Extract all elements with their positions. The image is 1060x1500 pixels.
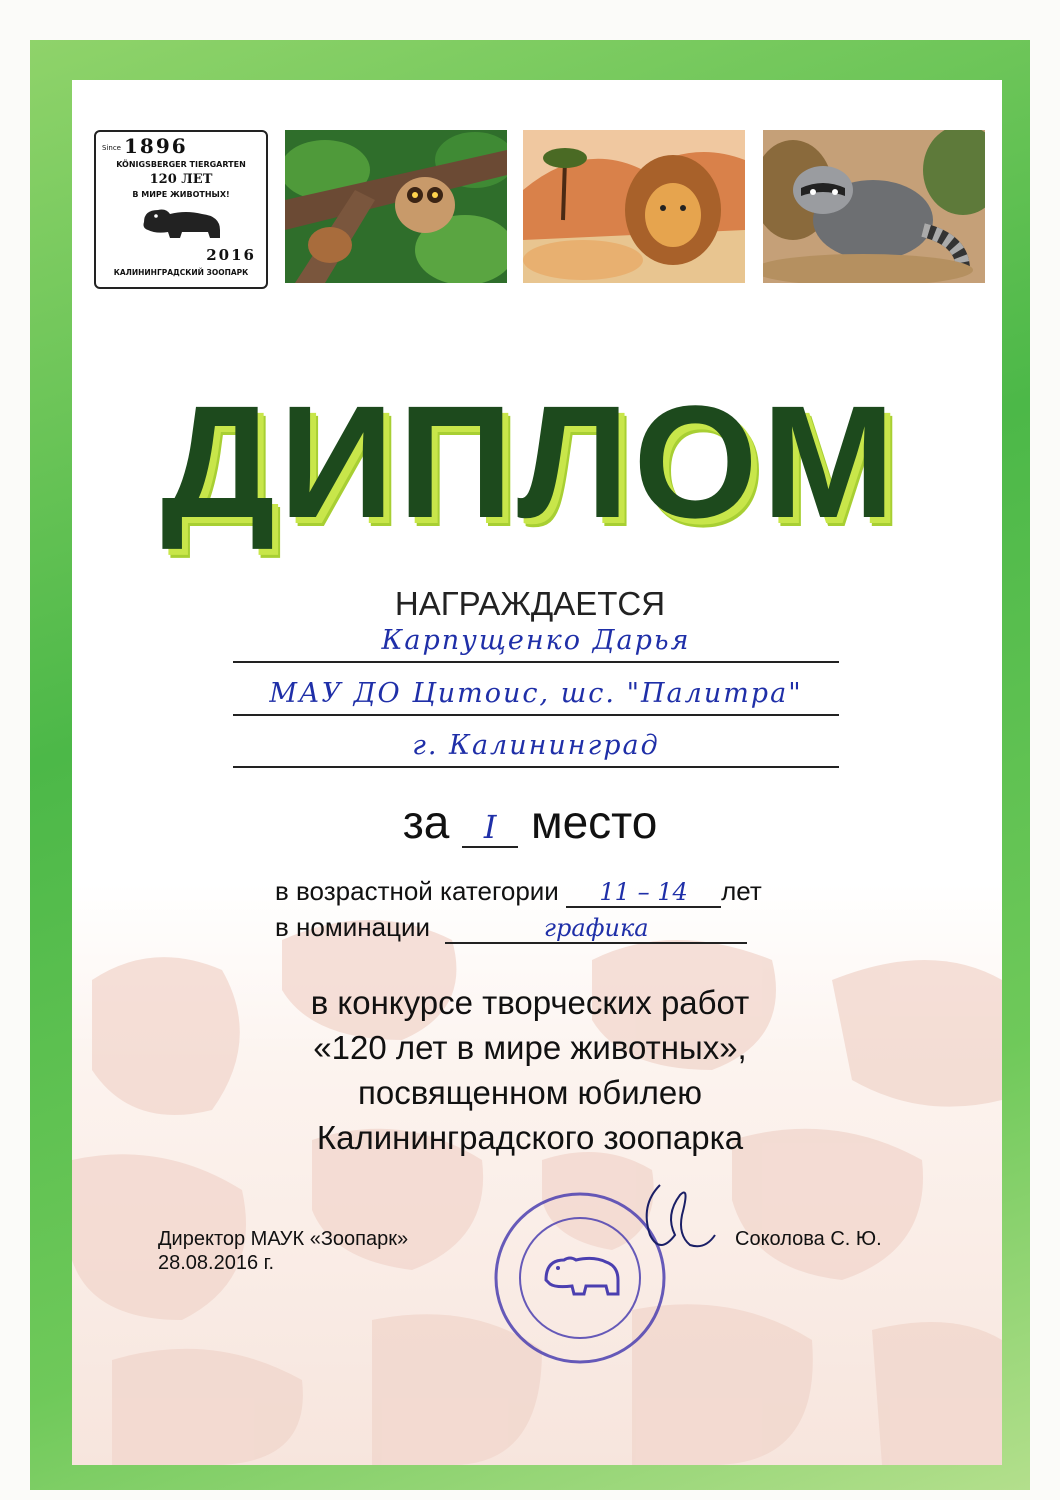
contest-line-1: в конкурсе творческих работ	[310, 984, 750, 1021]
lion-drawing	[523, 130, 745, 283]
age-category-label: в возрастной категории	[275, 876, 559, 906]
age-category-value: 11 – 14	[566, 878, 721, 908]
nomination-row	[275, 912, 747, 944]
logo-current-year: 2016	[206, 246, 256, 264]
raccoon-drawing	[763, 130, 985, 283]
recipient-name: Карпущенко Дарья	[381, 625, 691, 656]
logo-german-name: KÖNIGSBERGER TIERGARTEN	[116, 160, 246, 169]
logo-zoo-name: КАЛИНИНГРАДСКИЙ ЗООПАРК	[113, 268, 249, 277]
place-award	[0, 795, 1060, 849]
contest-line-2: «120 лет в мире животных»,	[313, 1029, 747, 1066]
slow-loris-drawing	[285, 130, 507, 283]
logo-since-label: Since	[102, 144, 121, 152]
logo-founded-year: 1896	[124, 134, 188, 158]
contest-line-4: Калининградского зоопарка	[316, 1119, 744, 1156]
place-number: I	[462, 808, 518, 848]
director-signature	[620, 1175, 720, 1265]
age-category-suffix: лет	[721, 876, 762, 906]
city-line	[233, 766, 839, 768]
place-suffix: место	[530, 796, 658, 848]
signatory-name: Соколова С. Ю.	[735, 1228, 882, 1250]
diploma-title: ДИПЛОМ	[161, 372, 899, 551]
logo-world: В МИРЕ ЖИВОТНЫХ!	[132, 190, 230, 199]
hippo-icon	[136, 204, 226, 244]
age-category-row	[275, 876, 762, 908]
signature-date: 28.08.2016 г.	[158, 1252, 275, 1274]
place-prefix: за	[402, 796, 450, 848]
logo-years: 120 ЛЕТ	[149, 172, 213, 187]
organization-line	[233, 714, 839, 716]
contest-line-3: посвященном юбилею	[358, 1074, 702, 1111]
nomination-label: в номинации	[275, 912, 431, 942]
nomination-value: графика	[445, 914, 747, 944]
recipient-name-line	[233, 661, 839, 663]
recipient-organization: МАУ ДО Цитоис, шс. "Палитра"	[269, 678, 803, 709]
awarded-label: НАГРАЖДАЕТСЯ	[394, 585, 666, 622]
signatory-position: Директор МАУК «Зоопарк»	[158, 1228, 409, 1250]
contest-description	[0, 980, 1060, 1160]
zoo-anniversary-logo	[94, 130, 268, 289]
recipient-city: г. Калининград	[412, 730, 660, 761]
